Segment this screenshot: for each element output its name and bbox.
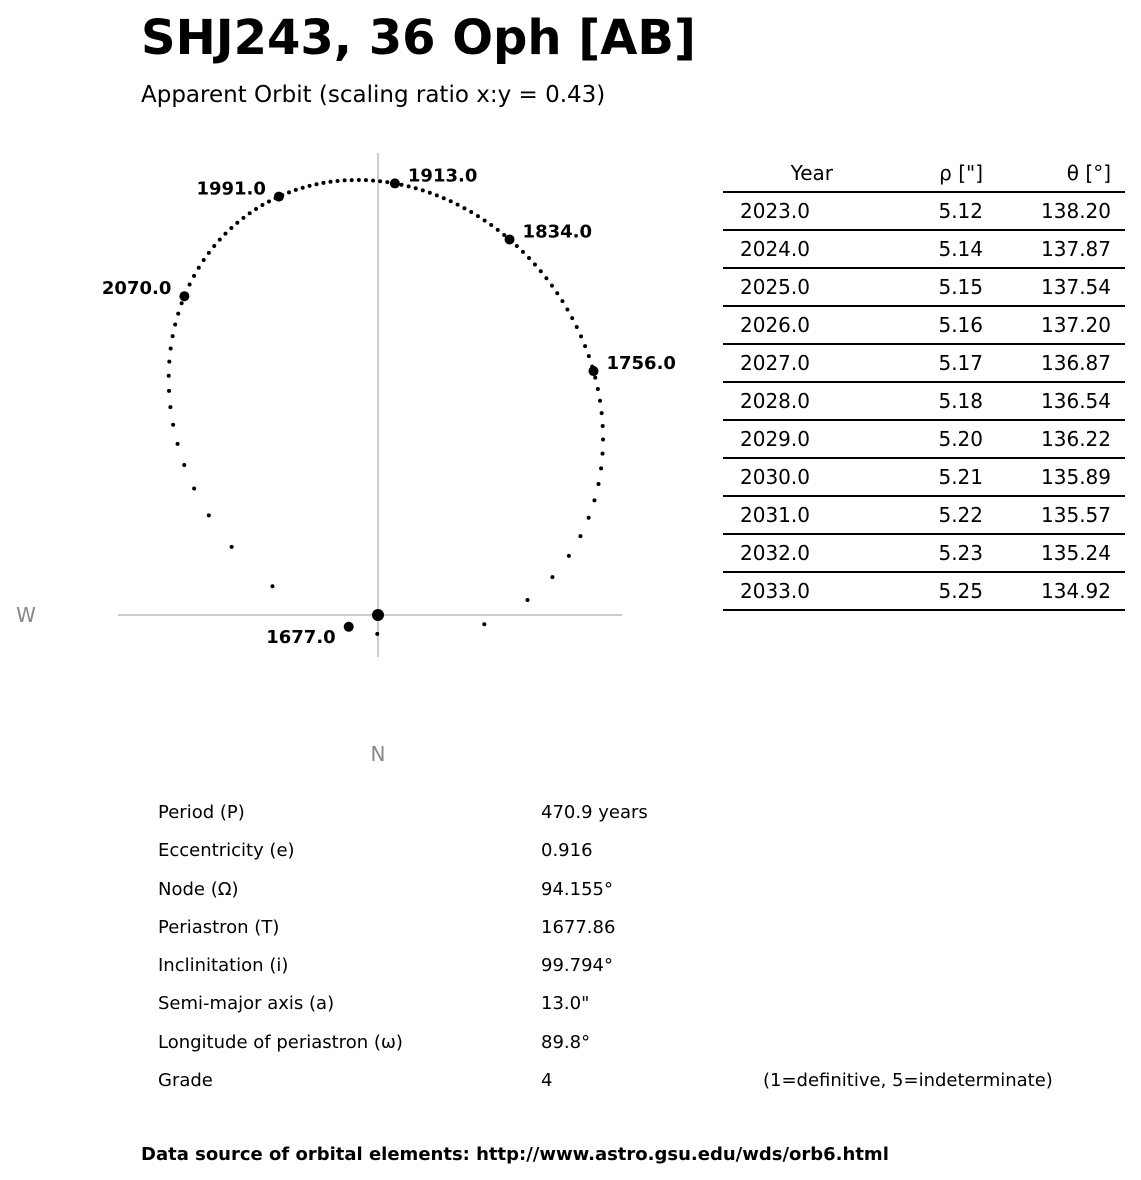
orbit-point: [329, 180, 333, 184]
orbit-point: [207, 513, 211, 517]
orbit-point: [482, 622, 486, 626]
orbit-point: [502, 233, 506, 237]
table-row: [723, 458, 1125, 496]
theta-cell: 136.22: [989, 420, 1125, 458]
year-cell: 2028.0: [723, 382, 853, 420]
theta-cell: 136.54: [989, 382, 1125, 420]
year-cell: 2031.0: [723, 496, 853, 534]
orbit-point: [476, 214, 480, 218]
orbit-point: [596, 387, 600, 391]
epoch-label: 1991.0: [196, 178, 266, 200]
rho-cell: 5.15: [853, 268, 989, 306]
orbit-point: [583, 344, 587, 348]
orbit-point: [180, 301, 184, 305]
element-value: 94.155°: [541, 878, 613, 900]
element-value: 1677.86: [541, 916, 616, 938]
orbit-point: [596, 482, 600, 486]
element-label: Node (Ω): [158, 878, 239, 900]
orbit-point: [241, 216, 245, 220]
theta-cell: 136.87: [989, 344, 1125, 382]
orbit-point: [169, 346, 173, 350]
orbit-point: [223, 232, 227, 236]
ephemeris-header-row: [723, 155, 1125, 192]
orbit-point: [357, 178, 361, 182]
orbit-point: [167, 389, 171, 393]
orbit-point: [565, 307, 569, 311]
element-label: Inclinitation (i): [158, 955, 289, 977]
element-value: 13.0": [541, 993, 590, 1015]
orbit-point: [421, 188, 425, 192]
orbit-point: [321, 181, 325, 185]
orbit-point: [449, 199, 453, 203]
west-axis-label: W: [16, 603, 36, 627]
rho-header: ρ ["]: [853, 155, 989, 192]
epoch-point: [588, 366, 598, 376]
orbit-point: [587, 354, 591, 358]
orbit-point: [579, 334, 583, 338]
year-cell: 2029.0: [723, 420, 853, 458]
year-cell: 2030.0: [723, 458, 853, 496]
year-cell: 2033.0: [723, 572, 853, 610]
orbit-point: [521, 250, 525, 254]
theta-cell: 135.89: [989, 458, 1125, 496]
rho-cell: 5.22: [853, 496, 989, 534]
orbit-point: [526, 598, 530, 602]
element-label: Semi-major axis (a): [158, 993, 335, 1015]
orbit-point: [567, 554, 571, 558]
element-label: Grade: [158, 1070, 213, 1092]
north-axis-label: N: [370, 742, 386, 766]
orbit-point: [600, 411, 604, 415]
orbit-point: [469, 210, 473, 214]
orbit-point: [301, 186, 305, 190]
orbit-point: [515, 244, 519, 248]
orbit-point: [533, 262, 537, 266]
orbit-point: [212, 244, 216, 248]
orbit-point: [202, 258, 206, 262]
rho-cell: 5.20: [853, 420, 989, 458]
rho-cell: 5.17: [853, 344, 989, 382]
element-value: 89.8°: [541, 1031, 591, 1053]
orbit-point: [171, 334, 175, 338]
orbit-point: [385, 180, 389, 184]
orbit-point: [294, 188, 298, 192]
orbit-point: [550, 575, 554, 579]
orbit-point: [462, 206, 466, 210]
orbit-point: [167, 374, 171, 378]
orbit-point: [207, 251, 211, 255]
orbit-point: [235, 221, 239, 225]
orbit-point: [308, 184, 312, 188]
rho-cell: 5.12: [853, 192, 989, 230]
orbit-point: [599, 466, 603, 470]
orbit-point: [230, 545, 234, 549]
year-cell: 2024.0: [723, 230, 853, 268]
orbit-point: [364, 178, 368, 182]
orbit-point: [371, 179, 375, 183]
orbit-point: [218, 238, 222, 242]
orbit-point: [414, 186, 418, 190]
orbit-point: [168, 405, 172, 409]
orbit-point: [260, 203, 264, 207]
rho-cell: 5.18: [853, 382, 989, 420]
orbit-point: [601, 438, 605, 442]
element-value: 0.916: [541, 840, 593, 862]
orbit-point: [229, 226, 233, 230]
orbit-point: [489, 223, 493, 227]
theta-cell: 138.20: [989, 192, 1125, 230]
page-title: SHJ243, 36 Oph [AB]: [141, 10, 696, 66]
epoch-point: [505, 234, 515, 244]
orbit-point: [350, 178, 354, 182]
orbit-point: [375, 632, 379, 636]
theta-cell: 135.57: [989, 496, 1125, 534]
orbit-point: [593, 376, 597, 380]
table-row: [723, 420, 1125, 458]
page-subtitle: Apparent Orbit (scaling ratio x:y = 0.43): [141, 82, 606, 108]
primary-star: [372, 609, 384, 621]
orbit-point: [442, 196, 446, 200]
orbit-point: [544, 276, 548, 280]
orbit-point: [171, 423, 175, 427]
ephemeris-table: [723, 155, 1125, 611]
orbit-point: [287, 190, 291, 194]
element-value: 470.9 years: [541, 802, 648, 823]
table-row: [723, 534, 1125, 572]
table-row: [723, 306, 1125, 344]
orbit-point: [601, 424, 605, 428]
orbit-point: [176, 312, 180, 316]
epoch-label: 2070.0: [101, 278, 172, 300]
element-label: Longitude of periastron (ω): [158, 1031, 403, 1053]
orbit-point: [400, 183, 404, 187]
orbit-point: [539, 269, 543, 273]
orbit-point: [435, 193, 439, 197]
table-row: [723, 268, 1125, 306]
orbit-point: [270, 584, 274, 588]
orbit-point: [192, 487, 196, 491]
table-row: [723, 572, 1125, 610]
year-cell: 2025.0: [723, 268, 853, 306]
theta-cell: 135.24: [989, 534, 1125, 572]
orbit-point: [578, 534, 582, 538]
year-header: Year: [723, 155, 853, 192]
theta-cell: 137.20: [989, 306, 1125, 344]
chart-axes: [16, 153, 622, 766]
epoch-label: 1913.0: [407, 165, 478, 187]
orbit-point: [197, 266, 201, 270]
orbit-point: [592, 498, 596, 502]
epoch-point: [274, 192, 284, 202]
year-cell: 2023.0: [723, 192, 853, 230]
table-row: [723, 496, 1125, 534]
orbit-point: [182, 463, 186, 467]
table-row: [723, 382, 1125, 420]
ephemeris-body: [723, 192, 1125, 610]
orbit-point: [176, 442, 180, 446]
theta-cell: 137.87: [989, 230, 1125, 268]
epoch-point: [390, 178, 400, 188]
orbit-point: [560, 299, 564, 303]
orbit-point: [555, 291, 559, 295]
table-row: [723, 344, 1125, 382]
orbit-chart: [0, 0, 700, 780]
orbit-point: [173, 322, 177, 326]
orbit-point: [550, 284, 554, 288]
element-label: Eccentricity (e): [158, 840, 295, 862]
orbit-point: [570, 316, 574, 320]
element-value: 99.794°: [541, 955, 613, 977]
orbit-point: [254, 207, 258, 211]
orbit-point: [343, 178, 347, 182]
epoch-label: 1834.0: [522, 221, 593, 243]
element-label: Period (P): [158, 802, 245, 823]
rho-cell: 5.21: [853, 458, 989, 496]
orbit-point: [496, 228, 500, 232]
orbit-point: [314, 182, 318, 186]
theta-cell: 134.92: [989, 572, 1125, 610]
orbit-point: [587, 516, 591, 520]
theta-cell: 137.54: [989, 268, 1125, 306]
epoch-point: [344, 622, 354, 632]
rho-cell: 5.25: [853, 572, 989, 610]
data-source-note: Data source of orbital elements: http://www.astro.gsu.edu/wds/orb6.html: [141, 1144, 889, 1165]
epoch-point: [179, 291, 189, 301]
orbit-point: [575, 325, 579, 329]
orbit-point: [598, 399, 602, 403]
orbit-point: [456, 203, 460, 207]
epoch-label: 1756.0: [606, 353, 676, 375]
orbit-point: [527, 256, 531, 260]
orbit-point: [267, 199, 271, 203]
table-row: [723, 192, 1125, 230]
orbit-point: [167, 360, 171, 364]
year-cell: 2026.0: [723, 306, 853, 344]
orbit-point: [601, 452, 605, 456]
orbit-path: [167, 178, 605, 636]
orbit-point: [483, 218, 487, 222]
rho-cell: 5.23: [853, 534, 989, 572]
element-value: 4: [541, 1070, 553, 1092]
orbit-point: [192, 274, 196, 278]
epoch-label: 1677.0: [266, 626, 336, 648]
rho-cell: 5.16: [853, 306, 989, 344]
rho-cell: 5.14: [853, 230, 989, 268]
orbit-point: [188, 282, 192, 286]
year-cell: 2027.0: [723, 344, 853, 382]
labeled-epochs: [102, 165, 676, 647]
theta-header: θ [°]: [989, 155, 1125, 192]
orbit-point: [336, 179, 340, 183]
element-label: Periastron (T): [158, 916, 280, 938]
orbit-point: [378, 179, 382, 183]
table-row: [723, 230, 1125, 268]
year-cell: 2032.0: [723, 534, 853, 572]
orbit-point: [428, 191, 432, 195]
element-note: (1=definitive, 5=indeterminate): [763, 1070, 1053, 1092]
orbit-point: [248, 211, 252, 215]
